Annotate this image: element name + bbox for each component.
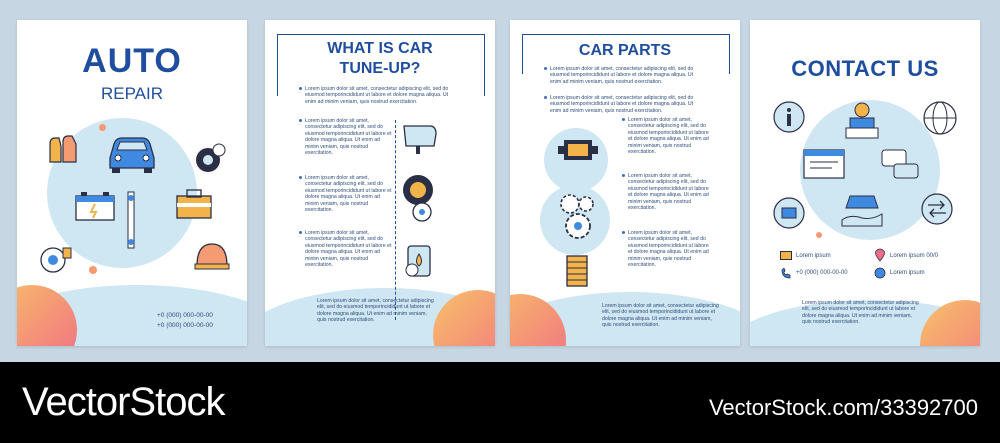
toolbox-icon xyxy=(174,186,214,220)
dot xyxy=(89,266,97,274)
wheel-icon xyxy=(400,172,440,224)
hand-car-icon xyxy=(840,186,884,230)
contact-email: Lorem ipsum xyxy=(796,253,831,259)
page-title: AUTO xyxy=(82,42,182,80)
phone-icon xyxy=(780,268,792,280)
panel-car-parts xyxy=(510,20,740,346)
phone-car-icon xyxy=(772,196,806,230)
engine-icon xyxy=(556,132,600,168)
brand-logo-text: VectorStock xyxy=(22,380,225,424)
page-title: CONTACT US xyxy=(791,56,939,81)
contact-address: Lorem ipsum 00/0 xyxy=(890,253,939,259)
outro-paragraph: Lorem ipsum dolor sit amet, consectetur adipiscing elit, sed do eiusmod temporincididunt ut labore et dolore magna aliqua. Ut enim ad minim veniam, quis nostrud exercitation. xyxy=(602,303,719,329)
phone-number: +0 (000) 000-00-00 xyxy=(157,322,213,329)
panel-auto-repair xyxy=(17,20,247,346)
web-icon xyxy=(874,267,886,279)
page-title: CAR PARTS xyxy=(578,42,672,59)
gears-icon xyxy=(554,188,602,244)
list-item: Lorem ipsum dolor sit amet, consectetur adipiscing elit, sed do eiusmod temporincididunt ut labore et dolore magna aliqua. Ut enim ad minim veniam, quis nostrud exercitation. xyxy=(628,173,714,211)
page-title-line1: WHAT IS CAR xyxy=(327,40,433,57)
list-item: Lorem ipsum dolor sit amet, consectetur adipiscing elit, sed do eiusmod temporincididunt ut labore et dolore magna aliqua. Ut enim ad minim veniam, quis nostrud exercitation. xyxy=(550,66,700,85)
list-item: Lorem ipsum dolor sit amet, consectetur adipiscing elit, sed do eiusmod temporincididunt ut labore et dolore magna aliqua. Ut enim ad minim veniam, quis nostrud exercitation. xyxy=(628,117,714,155)
chat-icon xyxy=(880,148,920,182)
phone-number: +0 (000) 000-00-00 xyxy=(157,312,213,319)
gloves-icon xyxy=(45,132,83,166)
panel-contact-us xyxy=(750,20,980,346)
browser-icon xyxy=(802,148,846,182)
page-subtitle: REPAIR xyxy=(100,84,164,103)
arrows-icon xyxy=(920,192,954,226)
contact-website: Lorem ipsum xyxy=(890,270,925,276)
helmet-icon xyxy=(193,240,231,272)
mirror-icon xyxy=(400,120,440,156)
dashed-divider xyxy=(395,120,396,320)
battery-icon xyxy=(73,190,117,224)
info-icon xyxy=(772,100,806,134)
list-item: Lorem ipsum dolor sit amet, consectetur adipiscing elit, sed do eiusmod temporincididunt ut labore et dolore magna aliqua. Ut enim ad minim veniam, quis nostrud exercitation. xyxy=(550,95,700,114)
panel-tune-up xyxy=(265,20,495,346)
mail-icon xyxy=(780,251,792,260)
outro-paragraph: Lorem ipsum dolor sit amet, consectetur adipiscing elit, sed do eiusmod temporincididunt ut labore et dolore magna aliqua. Ut enim ad minim veniam, quis nostrud exercitation. xyxy=(317,298,434,324)
oil-icon xyxy=(400,240,440,280)
pin-icon xyxy=(874,248,886,262)
turbo-icon xyxy=(37,242,75,276)
list-item: Lorem ipsum dolor sit amet, consectetur adipiscing elit, sed do eiusmod temporincididunt ut labore et dolore magna aliqua. Ut enim ad minim veniam, quis nostrud exercitation. xyxy=(628,230,714,268)
globe-icon xyxy=(920,98,960,138)
outro-paragraph: Lorem ipsum dolor sit amet, consectetur adipiscing elit, sed do eiusmod temporincididunt ut labore et dolore magna aliqua. Ut enim ad minim veniam, quis nostrud exercitation. xyxy=(802,300,919,326)
dot xyxy=(816,232,822,238)
intro-paragraph: Lorem ipsum dolor sit amet, consectetur adipiscing elit, sed do eiusmod temporincididunt ut labore et dolore magna aliqua. Ut enim ad minim veniam, quis nostrud exercitation. xyxy=(305,86,455,105)
brand-url: VectorStock.com/33392700 xyxy=(708,395,978,420)
list-item: Lorem ipsum dolor sit amet, consectetur adipiscing elit, sed do eiusmod temporincididunt ut labore et dolore magna aliqua. Ut enim ad minim veniam, quis nostrud exercitation. xyxy=(305,118,392,157)
filter-icon xyxy=(562,252,592,292)
suspension-icon xyxy=(121,190,141,250)
page-title-line2: TUNE-UP? xyxy=(339,60,421,77)
car-icon xyxy=(104,130,160,174)
gauge-icon xyxy=(192,140,228,176)
list-item: Lorem ipsum dolor sit amet, consectetur adipiscing elit, sed do eiusmod temporincididunt ut labore et dolore magna aliqua. Ut enim ad minim veniam, quis nostrud exercitation. xyxy=(305,230,392,269)
contact-phone: +0 (000) 000-00-00 xyxy=(796,270,848,276)
operator-icon xyxy=(840,98,884,142)
list-item: Lorem ipsum dolor sit amet, consectetur adipiscing elit, sed do eiusmod temporincididunt ut labore et dolore magna aliqua. Ut enim ad minim veniam, quis nostrud exercitation. xyxy=(305,175,392,214)
watermark-bar xyxy=(0,362,1000,443)
